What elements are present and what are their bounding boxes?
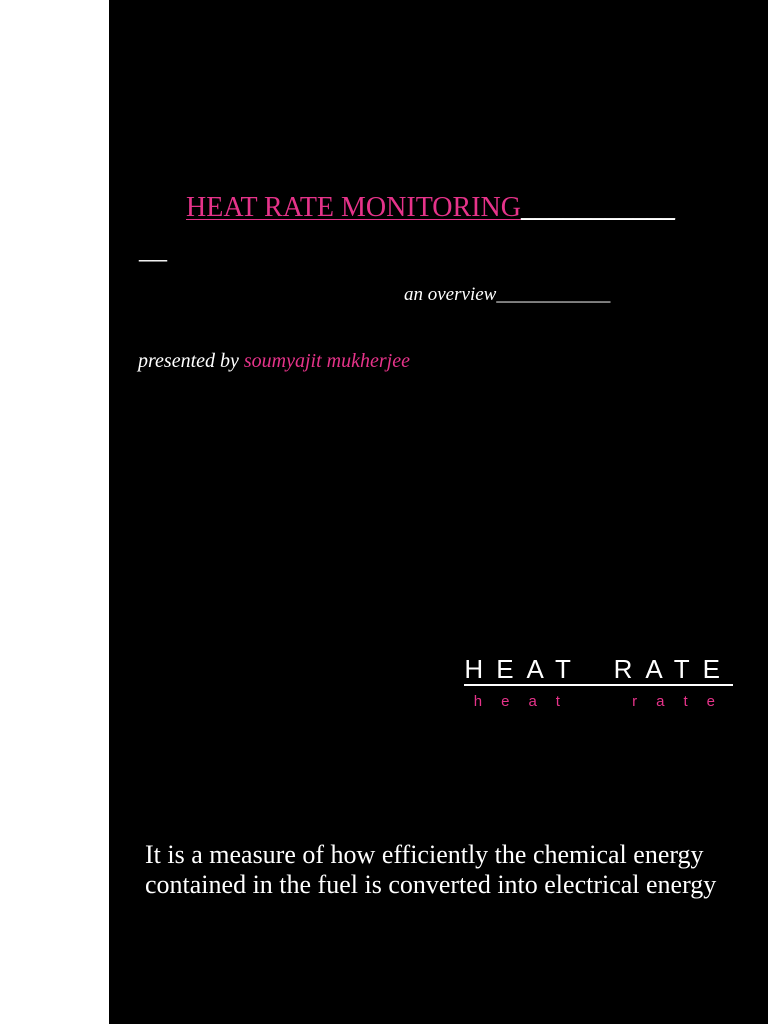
presenter-line xyxy=(138,350,410,373)
slide-subtitle-text: an overview xyxy=(404,284,497,305)
slide-title-dash: __ xyxy=(139,234,167,265)
heat-rate-definition: It is a measure of how efficiently the chemical energy contained in the fuel is converted into electrical energy xyxy=(145,840,717,899)
heading-heat-rate-lower: heat rate xyxy=(473,693,734,710)
heading-heat-rate-upper: HEAT RATE xyxy=(464,654,733,684)
slide-title-text: HEAT RATE MONITORING xyxy=(186,192,521,223)
slide-title-underline: ___________ xyxy=(520,192,675,223)
slide-subtitle-underline: ____________ xyxy=(496,284,611,305)
presented-by-label: presented by xyxy=(138,350,239,372)
presenter-name: soumyajit mukherjee xyxy=(243,350,410,372)
slide-title xyxy=(186,192,675,224)
slide xyxy=(109,0,768,1024)
slide-subtitle xyxy=(404,284,610,306)
